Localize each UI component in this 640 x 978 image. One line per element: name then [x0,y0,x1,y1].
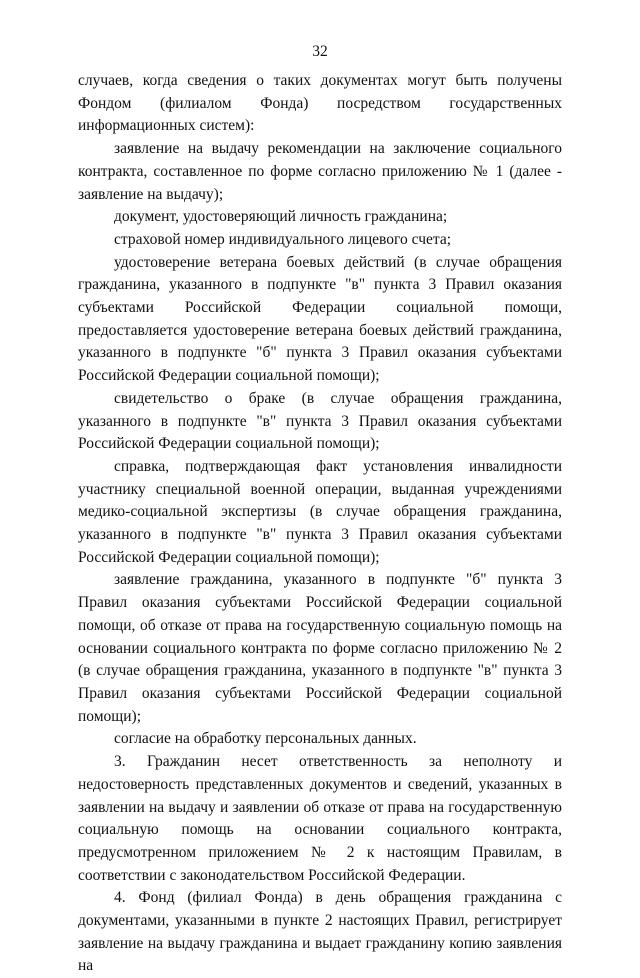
paragraph-application-recommendation: заявление на выдачу рекомендации на заключение социального контракта, составленное по форме согласно приложению № 1 (далее - заявление на выдачу); [78,140,562,203]
paragraph-section-4: 4. Фонд (филиал Фонда) в день обращения гражданина с документами, указанными в пункте 2 настоящих Правил, регистрирует заявление на выдачу гражданина и выдает гражданину копию заявления на [78,889,562,975]
paragraph-refusal-application: заявление гражданина, указанного в подпункте "б" пункта 3 Правил оказания субъектами Российской Федерации социальной помощи, об отказе от права на государственную социальную помощь на основании социального контракта по форме согласно приложению № 2 (в случае обращения гражданина, указанного в подпункте "в" пункта 3 Правил оказания субъектами Российской Федерации социальной помощи); [78,571,562,725]
paragraph-personal-data-consent: согласие на обработку персональных данных. [114,730,417,748]
paragraph-disability-certificate: справка, подтверждающая факт установления инвалидности участнику специальной военной операции, выданная учреждениями медико-социальной экспертизы (в случае обращения гражданина, указанного в подпункте "в" пункта 3 Правил оказания субъектами Российской Федерации социальной помощи); [78,457,562,566]
paragraph-marriage-certificate: свидетельство о браке (в случае обращения гражданина, указанного в подпункте "в" пункта 3 Правил оказания субъектами Российской Федерации социальной помощи); [78,389,562,453]
paragraph-section-3: 3. Гражданин несет ответственность за неполноту и недостоверность представленных документов и сведений, указанных в заявлении на выдачу и заявлении об отказе от права на государственную социальную помощь на основании социального контракта, предусмотренном приложением № 2 к настоящим Правилам, в соответствии с законодательством Российской Федерации. [78,753,562,884]
document-body [78,70,562,978]
paragraph-insurance-number: страховой номер индивидуального лицевого счета; [114,230,452,248]
page-number: 32 [312,43,328,60]
paragraph-continuation: случаев, когда сведения о таких документах могут быть получены Фондом (филиалом Фонда) посредством государственных информационных систем): [78,72,562,135]
paragraph-identity-document: документ, удостоверяющий личность гражданина; [114,208,448,226]
paragraph-veteran-certificate: удостоверение ветерана боевых действий (в случае обращения гражданина, указанного в подпункте "в" пункта 3 Правил оказания субъектами Российской Федерации социальной помощи, предоставляется удостоверение ветерана боевых действий гражданина, указанного в подпункте "б" пункта 3 Правил оказания субъектами Российской Федерации социальной помощи); [78,253,562,385]
